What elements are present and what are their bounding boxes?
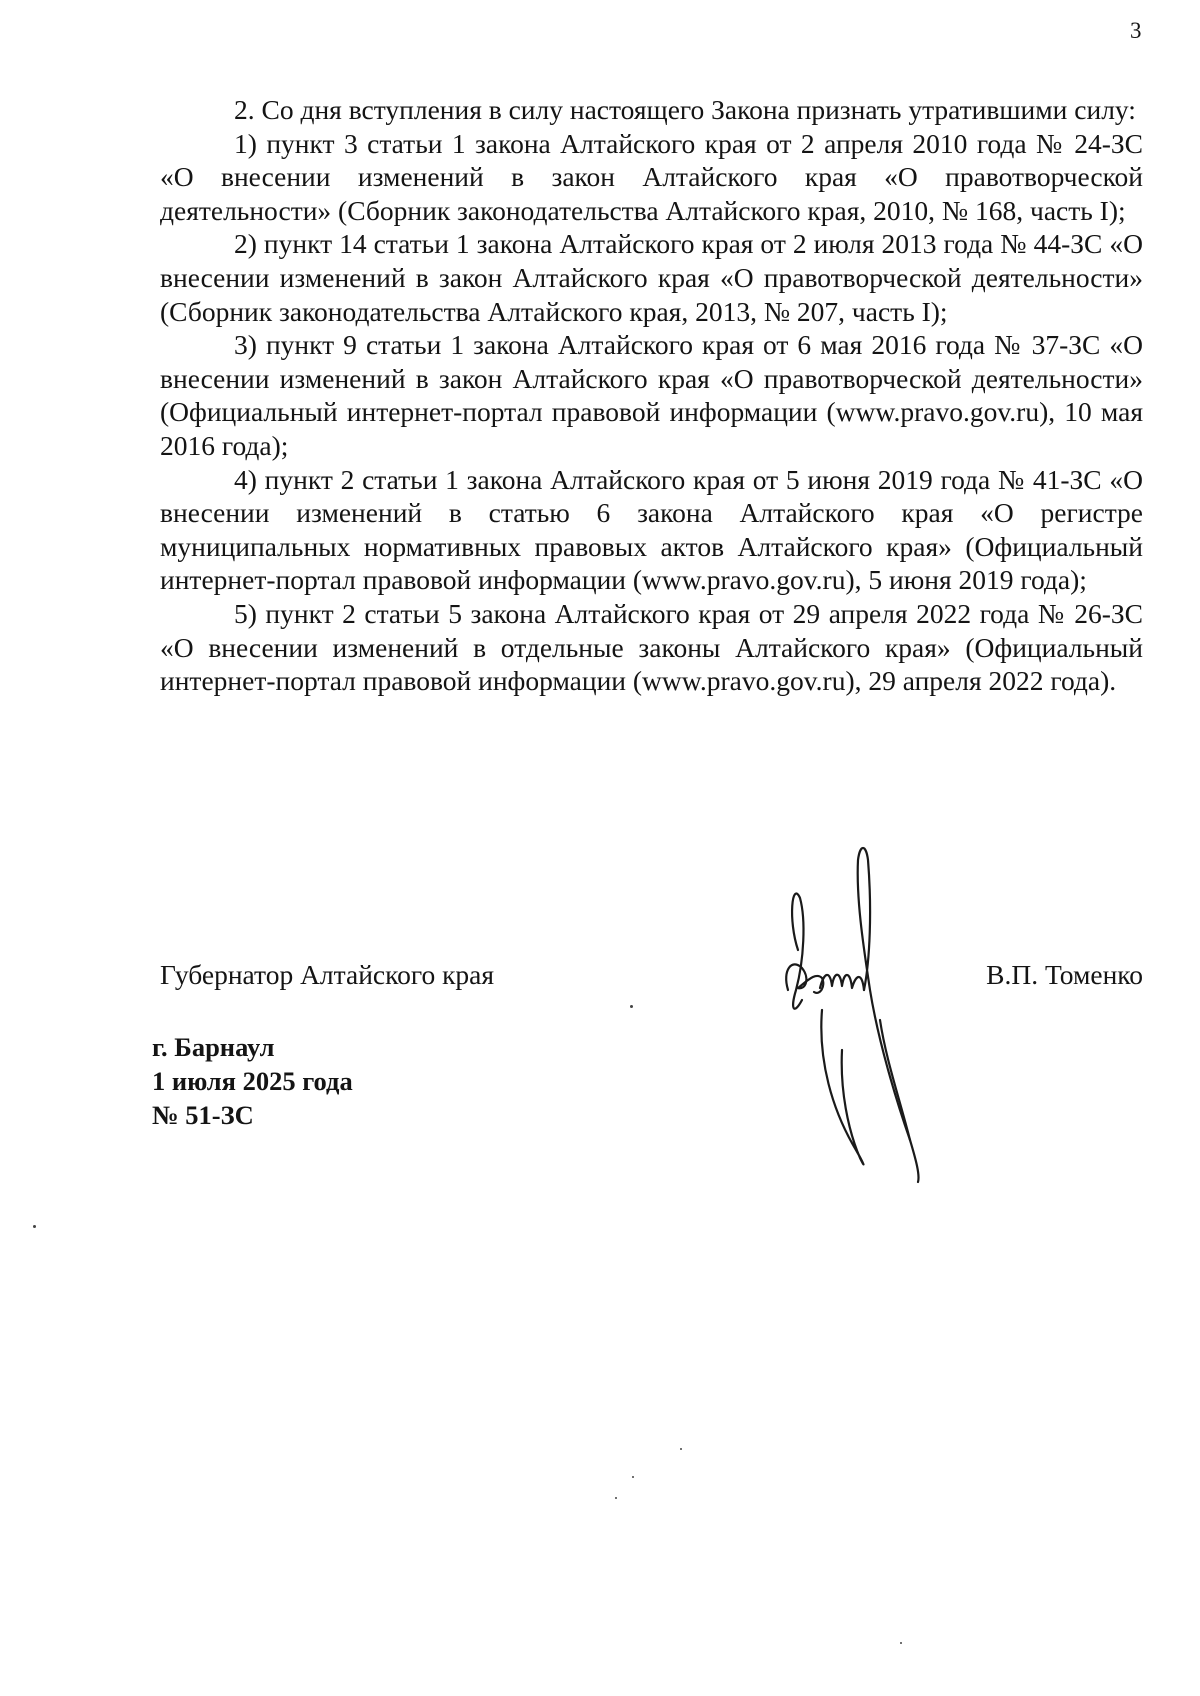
- scan-speck: [900, 1642, 902, 1644]
- document-body: [160, 93, 1143, 698]
- law-date: 1 июля 2025 года: [152, 1066, 353, 1096]
- signature-stroke: [786, 964, 823, 993]
- scan-speck: [630, 1005, 633, 1008]
- city: г. Барнаул: [152, 1032, 275, 1062]
- governor-name: В.П. Томенко: [986, 959, 1143, 990]
- signature-stroke: [792, 894, 803, 1009]
- scan-speck: [680, 1448, 682, 1450]
- scan-speck: [615, 1497, 617, 1499]
- paragraph-item-1: 1) пункт 3 статьи 1 закона Алтайского края от 2 апреля 2010 года № 24-ЗС «О внесении изменений в закон Алтайского края «О правотворческой деятельности» (Сборник законодательства Алтайского края, 2010, № 168, часть I);: [160, 127, 1143, 226]
- handwritten-signature: [760, 840, 960, 1210]
- signature-stroke: [858, 848, 919, 1182]
- page-number: 3: [1130, 18, 1142, 43]
- law-number: № 51-ЗС: [152, 1100, 254, 1130]
- signature-stroke: [821, 1010, 863, 1164]
- paragraph-repeal-intro: 2. Со дня вступления в силу настоящего Закона признать утратившими силу:: [234, 94, 1136, 125]
- paragraph-item-2: 2) пункт 14 статьи 1 закона Алтайского края от 2 июля 2013 года № 44-ЗС «О внесении изменений в закон Алтайского края «О правотворческой деятельности» (Сборник законодательства Алтайского края, 2013, № 207, часть I);: [160, 228, 1143, 327]
- paragraph-item-3: 3) пункт 9 статьи 1 закона Алтайского края от 6 мая 2016 года № 37-ЗС «О внесении изменений в закон Алтайского края «О правотворческой деятельности» (Официальный интернет-портал правовой информации (www.pravo.gov.ru), 10 мая 2016 года);: [160, 329, 1143, 461]
- paragraph-item-4: 4) пункт 2 статьи 1 закона Алтайского края от 5 июня 2019 года № 41-ЗС «О внесении изменений в статью 6 закона Алтайского края «О регистре муниципальных нормативных правовых актов Алтайского края» (Официальный интернет-портал правовой информации (www.pravo.gov.ru), 5 июня 2019 года);: [160, 463, 1143, 596]
- signature-stroke: [880, 1020, 910, 1140]
- governor-title: Губернатор Алтайского края: [160, 959, 495, 990]
- scan-speck: [33, 1225, 36, 1228]
- paragraph-item-5: 5) пункт 2 статьи 5 закона Алтайского края от 29 апреля 2022 года № 26-ЗС «О внесении изменений в отдельные законы Алтайского края» (Официальный интернет-портал правовой информации (www.pravo.gov.ru), 29 апреля 2022 года).: [160, 597, 1143, 697]
- scan-speck: [632, 1476, 634, 1478]
- signature-stroke: [820, 975, 864, 990]
- place-date-block: [152, 1030, 353, 1132]
